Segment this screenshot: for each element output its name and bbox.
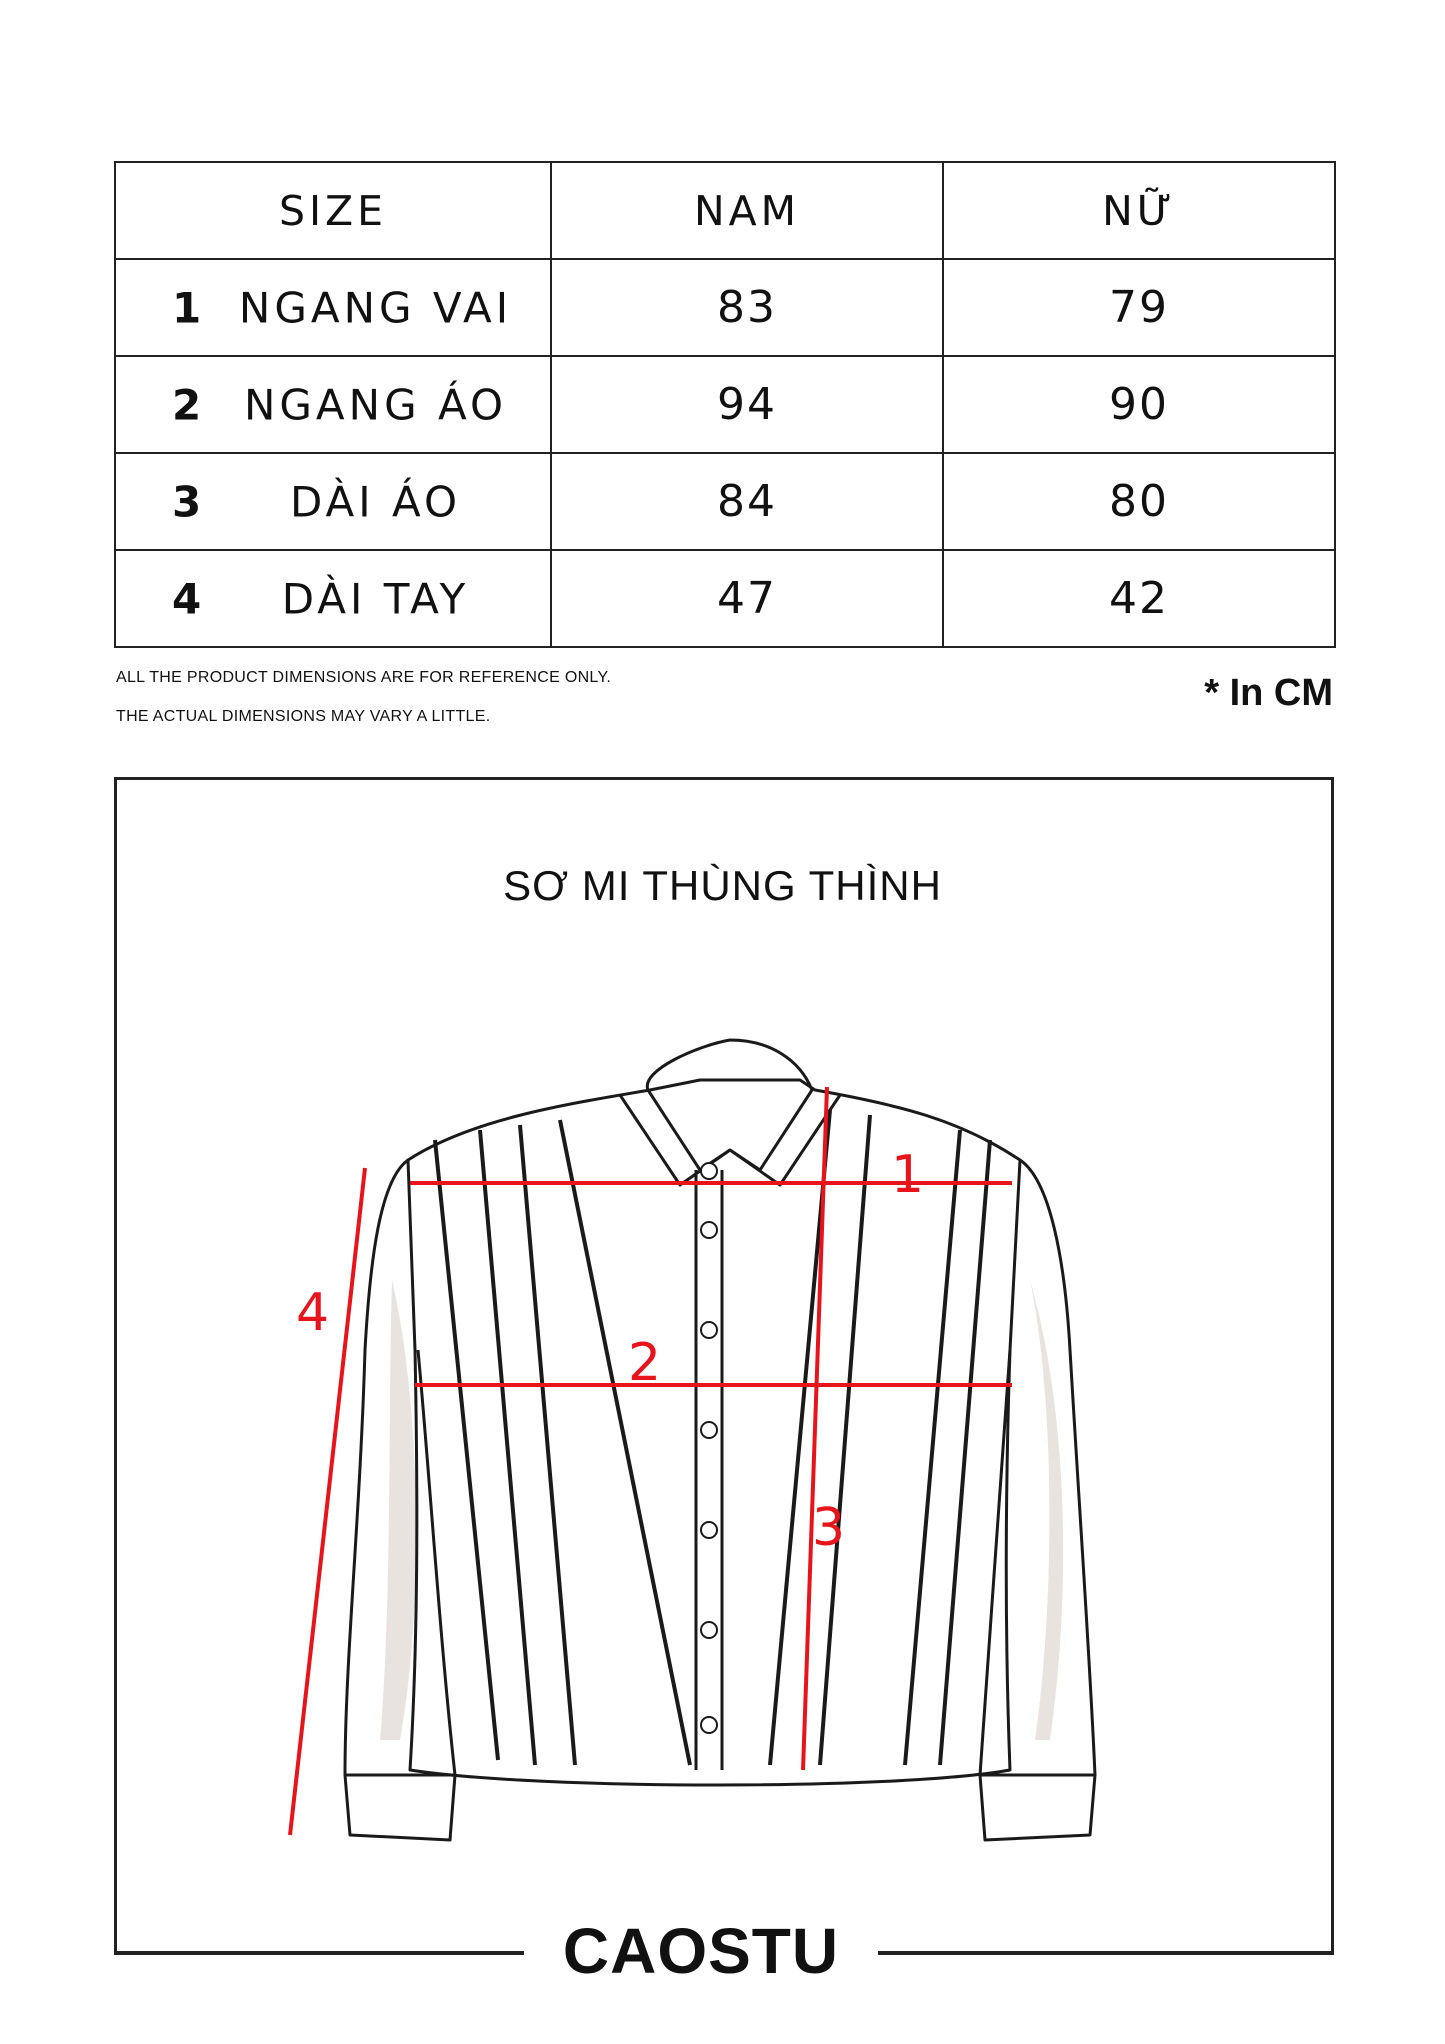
sleeve-shadow <box>1030 1280 1063 1740</box>
unit-note: * In CM <box>1204 672 1333 714</box>
shirt-buttons <box>701 1163 717 1733</box>
row-label: DÀI TAY <box>281 574 470 623</box>
row-number: 1 <box>172 283 202 332</box>
header-nam: NAM <box>551 162 943 259</box>
nu-value: 80 <box>943 453 1335 550</box>
variance-note: THE ACTUAL DIMENSIONS MAY VARY A LITTLE. <box>116 708 491 725</box>
product-title: SƠ MI THÙNG THÌNH <box>503 862 942 909</box>
nam-value: 83 <box>551 259 943 356</box>
row-label: NGANG ÁO <box>243 380 508 429</box>
row-label: NGANG VAI <box>238 283 513 332</box>
measure-line-sleeve <box>290 1168 365 1835</box>
nam-value: 84 <box>551 453 943 550</box>
row-number: 2 <box>172 380 202 429</box>
nam-value: 47 <box>551 550 943 647</box>
nu-value: 79 <box>943 259 1335 356</box>
measure-label-2: 2 <box>628 1333 662 1393</box>
row-number: 3 <box>172 477 202 526</box>
shirt-outline <box>345 1040 1095 1840</box>
row-number: 4 <box>172 574 202 623</box>
nu-value: 90 <box>943 356 1335 453</box>
nu-value: 42 <box>943 550 1335 647</box>
header-size: SIZE <box>115 162 551 259</box>
row-label: DÀI ÁO <box>289 477 462 526</box>
measure-label-3: 3 <box>812 1498 846 1558</box>
header-nu: NỮ <box>943 162 1335 259</box>
measure-label-4: 4 <box>296 1283 330 1343</box>
nam-value: 94 <box>551 356 943 453</box>
measure-line-length <box>803 1087 827 1770</box>
sleeve-shadow <box>380 1280 416 1740</box>
reference-note: ALL THE PRODUCT DIMENSIONS ARE FOR REFERENCE ONLY. <box>116 669 612 686</box>
measure-label-1: 1 <box>891 1145 925 1205</box>
brand-logo: CAOSTU <box>562 1915 840 1987</box>
